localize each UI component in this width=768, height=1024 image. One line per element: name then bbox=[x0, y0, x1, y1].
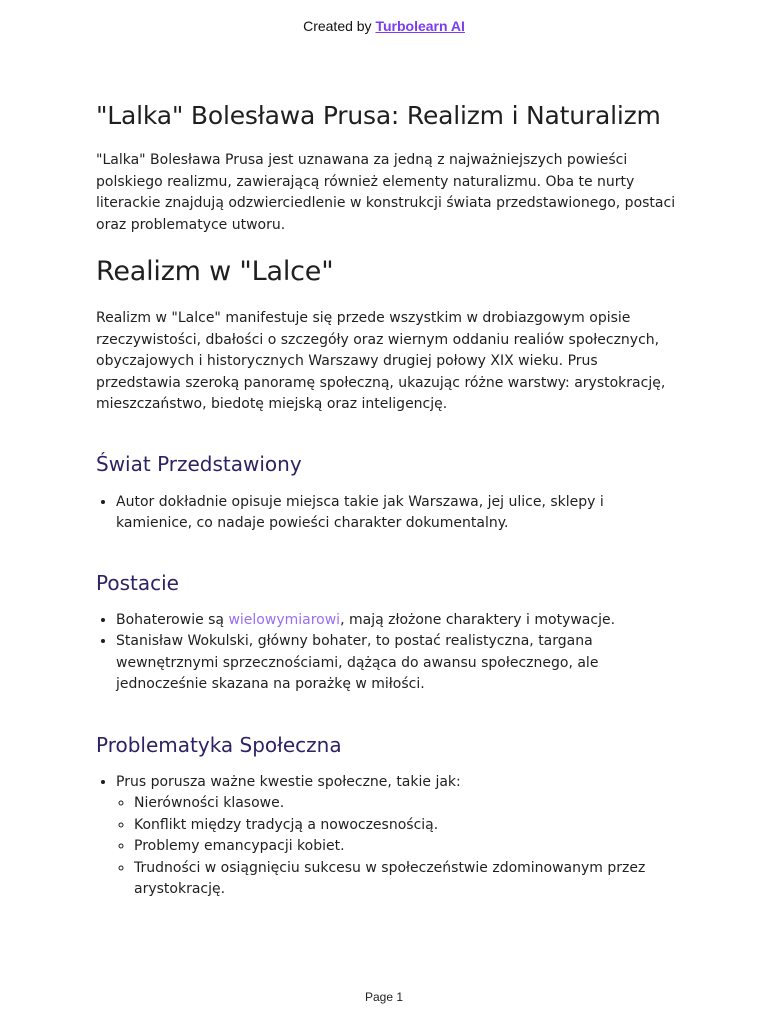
list-item: • Autor dokładnie opisuje miejsca takie jak Warszawa, jej ulice, sklepy i kamienice, co nadaje powieści charakter dokumentalny. bbox=[116, 492, 676, 535]
sublist-item: ◦ Trudności w osiągnięciu sukcesu w społeczeństwie zdominowanym przez arystokrację. bbox=[134, 858, 676, 901]
turbolearn-link[interactable]: Turbolearn AI bbox=[375, 18, 465, 34]
list-item-text: Prus porusza ważne kwestie społeczne, takie jak: bbox=[116, 773, 461, 790]
list-item: • Stanisław Wokulski, główny bohater, to postać realistyczna, targana wewnętrznymi sprzecznościami, dążąca do awansu społecznego, ale jednocześnie skazana na porażkę w miłości. bbox=[116, 631, 676, 696]
highlight-term: wielowymiarowi bbox=[228, 611, 341, 628]
document-body bbox=[96, 96, 676, 901]
social-list bbox=[96, 772, 676, 901]
world-heading: Świat Przedstawiony bbox=[96, 451, 302, 476]
characters-heading: Postacie bbox=[96, 570, 179, 595]
created-by-banner bbox=[0, 18, 768, 34]
social-heading: Problematyka Społeczna bbox=[96, 732, 342, 757]
list-item-text: , mają złożone charaktery i motywacje. bbox=[340, 611, 616, 628]
social-sublist bbox=[116, 793, 676, 901]
realism-paragraph: Realizm w "Lalce" manifestuje się przede wszystkim w drobiazgowym opisie rzeczywistości, dbałości o szczegóły oraz wiernym oddaniu realiów społecznych, obyczajowych i historycznych Warszawy drugiej połowy XIX wieku. Prus przedstawia szeroką panoramę społeczną, ukazując różne warstwy: arystokrację, mieszczaństwo, biedotę miejską oraz inteligencję. bbox=[96, 310, 666, 412]
list-item-text: Bohaterowie są bbox=[116, 611, 229, 628]
page-title: "Lalka" Bolesława Prusa: Realizm i Naturalizm bbox=[96, 101, 661, 130]
sublist-item: ◦ Problemy emancypacji kobiet. bbox=[134, 836, 676, 858]
sublist-item: ◦ Konflikt między tradycją a nowoczesnością. bbox=[134, 815, 676, 837]
world-list bbox=[96, 492, 676, 535]
realism-heading: Realizm w "Lalce" bbox=[96, 256, 334, 287]
intro-paragraph: "Lalka" Bolesława Prusa jest uznawana za jedną z najważniejszych powieści polskiego realizmu, zawierającą również elementy naturalizmu. Oba te nurty literackie znajdują odzwierciedlenie w konstrukcji świata przedstawionego, postaci oraz problematyce utworu. bbox=[96, 152, 676, 233]
created-by-label: Created by bbox=[303, 18, 372, 34]
list-item bbox=[116, 772, 676, 901]
list-item bbox=[116, 610, 676, 632]
sublist-item: ◦ Nierówności klasowe. bbox=[134, 793, 676, 815]
characters-list bbox=[96, 610, 676, 696]
page-number: Page 1 bbox=[364, 990, 404, 1004]
